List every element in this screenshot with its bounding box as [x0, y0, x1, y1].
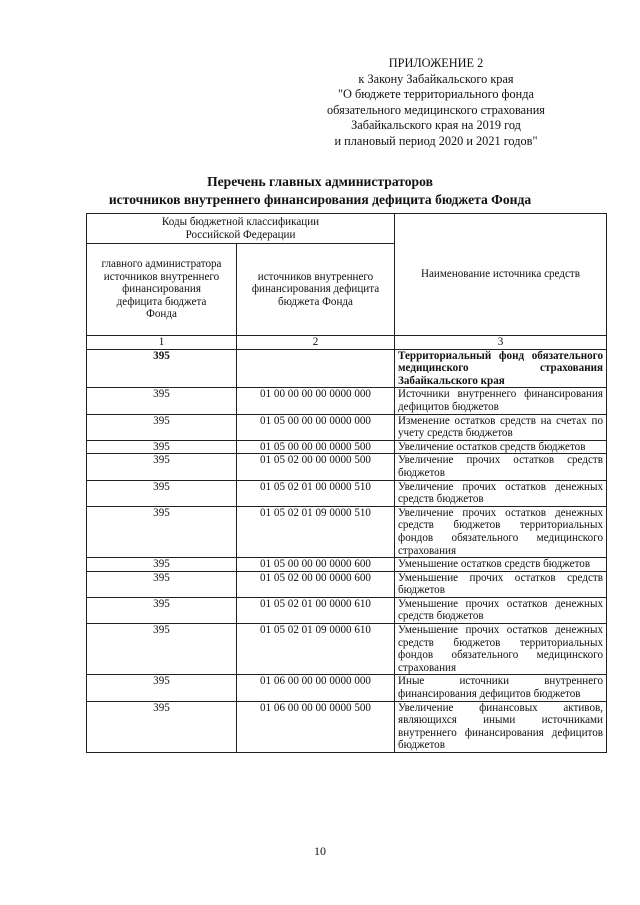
source-code-cell: 01 05 00 00 00 0000 500	[237, 440, 395, 454]
title-line-2: источников внутреннего финансирования дефицита бюджета Фонда	[108, 192, 532, 207]
admin-code-cell: 395	[87, 349, 237, 388]
admin-code-cell: 395	[87, 597, 237, 623]
source-name-cell: Увеличение финансовых активов, являющихся иными источниками внутреннего финансирования дефицитов бюджетов	[395, 701, 607, 752]
table-row	[87, 388, 607, 414]
budget-codes-table	[86, 213, 607, 753]
header-col2-cell: источников внутреннего финансирования дефицита бюджета Фонда	[237, 244, 395, 336]
column-number: 1	[87, 336, 237, 350]
source-code-cell: 01 05 02 00 00 0000 500	[237, 454, 395, 480]
header-group-cell: Коды бюджетной классификации Российской Федерации	[87, 214, 395, 244]
source-code-cell: 01 05 02 01 00 0000 610	[237, 597, 395, 623]
table-row	[87, 454, 607, 480]
source-code-cell: 01 05 02 00 00 0000 600	[237, 571, 395, 597]
source-name-cell: Территориальный фонд обязательного медицинского страхования Забайкальского края	[395, 349, 607, 388]
source-name-cell: Увеличение прочих остатков средств бюджетов	[395, 454, 607, 480]
admin-code-cell: 395	[87, 414, 237, 440]
appendix-heading	[286, 56, 586, 150]
table-row	[87, 349, 607, 388]
source-name-cell: Увеличение прочих остатков денежных средств бюджетов	[395, 480, 607, 506]
table-row	[87, 414, 607, 440]
table-row	[87, 597, 607, 623]
source-name-cell: Уменьшение остатков средств бюджетов	[395, 558, 607, 572]
source-code-cell: 01 05 02 01 09 0000 610	[237, 624, 395, 675]
source-name-cell: Иные источники внутреннего финансирования дефицитов бюджетов	[395, 675, 607, 701]
source-code-cell: 01 00 00 00 00 0000 000	[237, 388, 395, 414]
admin-code-cell: 395	[87, 675, 237, 701]
table-row	[87, 506, 607, 557]
admin-code-cell: 395	[87, 480, 237, 506]
source-name-cell: Уменьшение прочих остатков денежных средств бюджетов	[395, 597, 607, 623]
appendix-line: "О бюджете территориального фонда	[338, 87, 534, 102]
admin-code-cell: 395	[87, 388, 237, 414]
header-col1-cell: главного администратора источников внутреннего финансирования дефицита бюджета Фонда	[87, 244, 237, 336]
document-title	[0, 173, 640, 209]
source-name-cell: Уменьшение прочих остатков средств бюджетов	[395, 571, 607, 597]
header-col3-cell: Наименование источника средств	[395, 214, 607, 336]
source-code-cell: 01 05 00 00 00 0000 600	[237, 558, 395, 572]
admin-code-cell: 395	[87, 506, 237, 557]
appendix-line: и плановый период 2020 и 2021 годов"	[334, 133, 538, 148]
source-code-cell: 01 06 00 00 00 0000 500	[237, 701, 395, 752]
appendix-line: обязательного медицинского страхования	[327, 102, 545, 117]
table-row	[87, 571, 607, 597]
source-code-cell: 01 05 00 00 00 0000 000	[237, 414, 395, 440]
admin-code-cell: 395	[87, 571, 237, 597]
column-number-row	[87, 336, 607, 350]
title-line-1: Перечень главных администраторов	[207, 174, 433, 189]
admin-code-cell: 395	[87, 701, 237, 752]
appendix-line: Забайкальского края на 2019 год	[351, 118, 521, 133]
admin-code-cell: 395	[87, 624, 237, 675]
header-row-group	[87, 214, 607, 244]
column-number: 3	[395, 336, 607, 350]
source-code-cell: 01 06 00 00 00 0000 000	[237, 675, 395, 701]
page-number: 10	[314, 844, 326, 858]
source-code-cell: 01 05 02 01 00 0000 510	[237, 480, 395, 506]
admin-code-cell: 395	[87, 440, 237, 454]
table-row	[87, 675, 607, 701]
admin-code-cell: 395	[87, 558, 237, 572]
column-number: 2	[237, 336, 395, 350]
table-row	[87, 440, 607, 454]
table-row	[87, 480, 607, 506]
table-row	[87, 624, 607, 675]
appendix-line: к Закону Забайкальского края	[358, 71, 514, 86]
admin-code-cell: 395	[87, 454, 237, 480]
source-code-cell: 01 05 02 01 09 0000 510	[237, 506, 395, 557]
source-code-cell	[237, 349, 395, 388]
table-row	[87, 701, 607, 752]
source-name-cell: Изменение остатков средств на счетах по учету средств бюджетов	[395, 414, 607, 440]
appendix-line: ПРИЛОЖЕНИЕ 2	[388, 56, 484, 70]
source-name-cell: Уменьшение прочих остатков денежных средств бюджетов территориальных фондов обязательного медицинского страхования	[395, 624, 607, 675]
table-row	[87, 558, 607, 572]
source-name-cell: Увеличение прочих остатков денежных средств бюджетов территориальных фондов обязательного медицинского страхования	[395, 506, 607, 557]
source-name-cell: Источники внутреннего финансирования дефицитов бюджетов	[395, 388, 607, 414]
source-name-cell: Увеличение остатков средств бюджетов	[395, 440, 607, 454]
